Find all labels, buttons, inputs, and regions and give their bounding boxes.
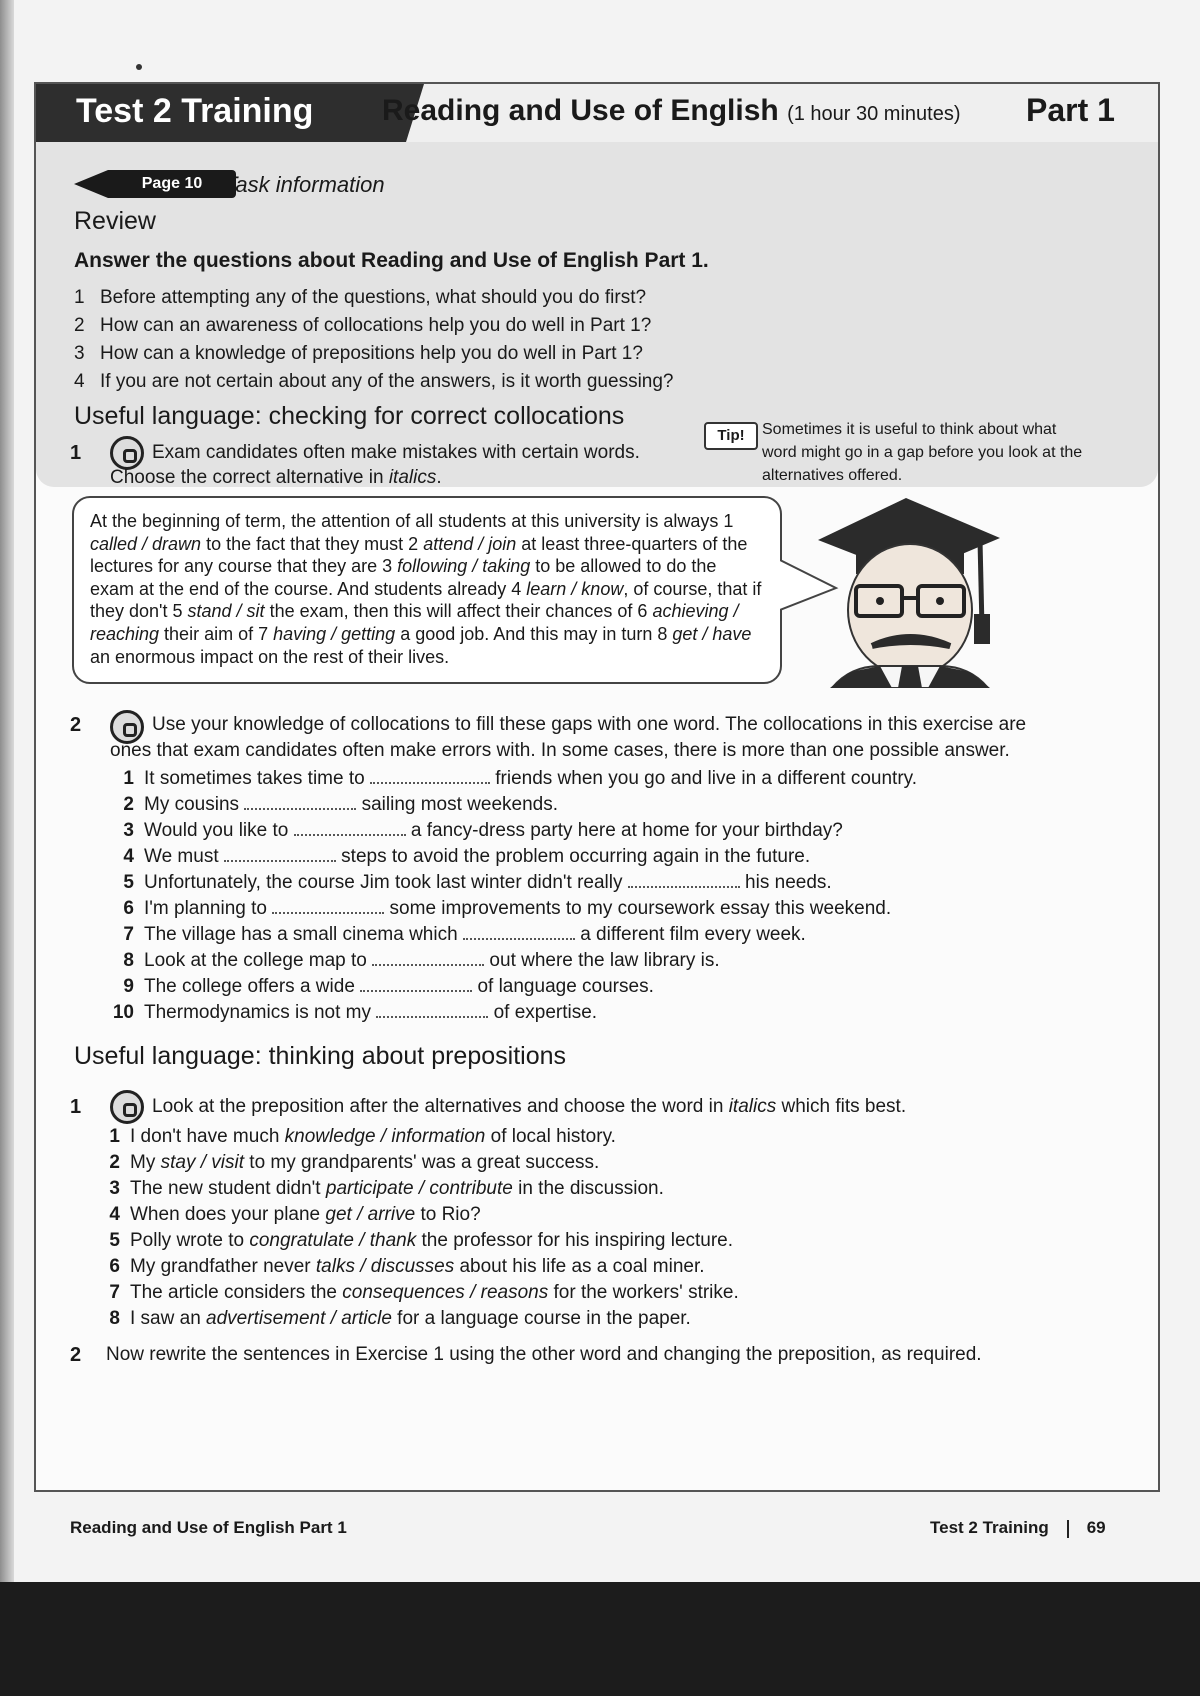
gap-number: 9: [123, 976, 134, 997]
gap-before: Unfortunately, the course Jim took last winter didn't really: [144, 872, 628, 893]
tip-label: Tip!: [704, 422, 758, 450]
passage-text: At the beginning of term, the attention of all students at this university is always: [90, 511, 724, 531]
gap-item: [102, 844, 1102, 870]
question-text: If you are not certain about any of the answers, is it worth guessing?: [100, 371, 674, 392]
tip-text: Sometimes it is useful to think about what word might go in a gap before you look at the alternatives offered.: [762, 421, 1083, 484]
section-name: Reading and Use of English: [382, 94, 779, 127]
gap-after: a different film every week.: [574, 924, 806, 945]
item-before: My grandfather never: [130, 1256, 316, 1277]
passage-alternatives: stand / sit: [187, 601, 265, 622]
item-alternatives: talks / discusses: [315, 1256, 455, 1277]
header-bar: [36, 84, 1158, 142]
gap-item: [102, 1000, 1102, 1026]
passage-text: at least three-quarters of the lectures for any course that they are 3: [90, 533, 748, 577]
gap-before: Would you like to: [144, 820, 294, 841]
gap-number: 7: [123, 924, 134, 945]
gap-blank[interactable]: [628, 872, 740, 888]
item-after: for a language course in the paper.: [391, 1308, 691, 1329]
gap-number: 3: [123, 820, 134, 841]
item-alternatives: advertisement / article: [206, 1308, 392, 1329]
gap-before: Thermodynamics is not my: [144, 1002, 377, 1023]
gap-number: 1: [123, 768, 134, 789]
header-part: Part 1: [1026, 92, 1115, 128]
scan-bottom-band: [0, 1582, 1200, 1696]
item-alternatives: participate / contribute: [325, 1178, 513, 1199]
prep-ex1-post: which fits best.: [776, 1096, 907, 1117]
preposition-item: [106, 1150, 1106, 1176]
gap-blank[interactable]: [372, 950, 484, 966]
footer-left: Reading and Use of English Part 1: [70, 1518, 347, 1537]
gap-after: of expertise.: [488, 1002, 598, 1023]
review-question: [74, 340, 1114, 368]
page-number: 69: [1086, 1518, 1106, 1537]
item-after: of local history.: [485, 1126, 616, 1147]
gap-before: I'm planning to: [144, 898, 273, 919]
collocations-ex1-number: 1: [70, 442, 82, 464]
item-number: 3: [109, 1178, 120, 1199]
passage-alternatives: attend / join: [423, 533, 517, 554]
item-number: 8: [109, 1308, 120, 1329]
gap-blank[interactable]: [376, 1002, 488, 1018]
item-after: the professor for his inspiring lecture.: [416, 1230, 734, 1251]
review-question: [74, 368, 1114, 396]
question-text: How can a knowledge of prepositions help you do well in Part 1?: [100, 343, 643, 364]
preposition-item: [106, 1176, 1106, 1202]
gap-number: 6: [123, 898, 134, 919]
item-before: The article considers the: [130, 1282, 343, 1303]
item-after: to my grandparents' was a great success.: [244, 1152, 600, 1173]
item-before: Polly wrote to: [130, 1230, 250, 1251]
preposition-item: [106, 1124, 1106, 1150]
passage-text: their aim of 7: [159, 623, 274, 644]
audio-disc-icon: [110, 1090, 144, 1124]
review-instruction: Answer the questions about Reading and Use of English Part 1.: [74, 249, 709, 272]
prepositions-ex1-instruction: [152, 1094, 906, 1120]
passage-alternatives: learn / know: [526, 578, 624, 599]
question-number: 1: [74, 287, 85, 308]
footer-section: Test 2 Training: [930, 1518, 1049, 1537]
gap-number: 2: [123, 794, 134, 815]
review-question: [74, 312, 1114, 340]
gap-blank[interactable]: [272, 898, 384, 914]
item-number: 2: [109, 1152, 120, 1173]
gap-after: sailing most weekends.: [356, 794, 559, 815]
collocations-ex1-line1: Exam candidates often make mistakes with certain words.: [152, 442, 640, 463]
passage-alternatives: having / getting: [273, 623, 396, 644]
prepositions-ex1-number: 1: [70, 1096, 82, 1118]
item-before: When does your plane: [130, 1204, 326, 1225]
section-duration: (1 hour 30 minutes): [787, 103, 961, 125]
gap-blank[interactable]: [463, 924, 575, 940]
back-arrow-icon: [74, 170, 108, 198]
prep-ex1-em: italics: [728, 1096, 777, 1117]
item-alternatives: get / arrive: [325, 1204, 416, 1225]
gap-number: 8: [123, 950, 134, 971]
passage-alternatives: achieving / reaching: [90, 601, 739, 644]
gap-after: out where the law library is.: [484, 950, 720, 971]
gap-after: a fancy-dress party here at home for your birthday?: [405, 820, 843, 841]
question-number: 4: [74, 371, 85, 392]
gap-before: We must: [144, 846, 224, 867]
preposition-item: [106, 1228, 1106, 1254]
prepositions-ex2-number: 2: [70, 1344, 82, 1366]
preposition-item: [106, 1306, 1106, 1332]
item-number: 5: [109, 1230, 120, 1251]
scan-dot: [136, 64, 142, 70]
gap-item: [102, 792, 1102, 818]
ex1-line2-pre: Choose the correct alternative in: [110, 467, 389, 488]
gap-fill-list: [102, 766, 1102, 1026]
passage-alternatives: get / have: [672, 623, 752, 644]
gap-blank[interactable]: [244, 794, 356, 810]
gap-item: [102, 948, 1102, 974]
passage-text: to be allowed to do the exam at the end of the course. And students already 4: [90, 556, 717, 599]
collocations-ex2-number: 2: [70, 714, 82, 736]
item-after: to Rio?: [415, 1204, 481, 1225]
item-alternatives: knowledge / information: [284, 1126, 486, 1147]
item-alternatives: congratulate / thank: [249, 1230, 417, 1251]
review-question-list: [74, 284, 1114, 396]
item-after: in the discussion.: [512, 1178, 664, 1199]
gap-item: [102, 818, 1102, 844]
preposition-list: [106, 1124, 1106, 1332]
gap-blank[interactable]: [360, 976, 472, 992]
gap-after: friends when you go and live in a different country.: [489, 768, 918, 789]
item-before: I don't have much: [130, 1126, 285, 1147]
gap-before: My cousins: [144, 794, 245, 815]
question-text: How can an awareness of collocations help you do well in Part 1?: [100, 315, 652, 336]
review-question: [74, 284, 1114, 312]
passage-text: a good job. And this may in turn 8: [395, 623, 673, 644]
gap-item: [102, 766, 1102, 792]
passage-text: the exam, then this will affect their chances of 6: [264, 601, 653, 622]
gap-item: [102, 974, 1102, 1000]
passage-bubble: [72, 496, 782, 684]
collocations-title: Useful language: checking for correct collocations: [74, 402, 625, 430]
header-training-title: Test 2 Training: [76, 92, 314, 130]
preposition-item: [106, 1202, 1106, 1228]
gap-item: [102, 896, 1102, 922]
gap-after: of language courses.: [472, 976, 654, 997]
passage-text: , of course, that if they don't 5: [90, 578, 762, 622]
gap-before: The village has a small cinema which: [144, 924, 463, 945]
passage-alternatives: called / drawn: [90, 533, 202, 554]
item-alternatives: consequences / reasons: [342, 1282, 549, 1303]
gap-after: some improvements to my coursework essay this weekend.: [384, 898, 892, 919]
item-alternatives: stay / visit: [160, 1152, 245, 1173]
question-text: Before attempting any of the questions, what should you do first?: [100, 287, 647, 308]
gap-item: [102, 870, 1102, 896]
passage-text: an enormous impact on the rest of their lives.: [90, 646, 450, 667]
preposition-item: [106, 1254, 1106, 1280]
question-number: 2: [74, 315, 85, 336]
item-after: for the workers' strike.: [548, 1282, 739, 1303]
ex1-line2-em: italics: [388, 467, 437, 488]
passage-text: 1: [723, 511, 734, 531]
gap-blank[interactable]: [370, 768, 490, 784]
review-title: Review: [74, 207, 156, 235]
item-before: The new student didn't: [130, 1178, 326, 1199]
gap-blank[interactable]: [294, 820, 406, 836]
collocations-ex2-line1: Use your knowledge of collocations to fill these gaps with one word. The collocations in this exercise are: [152, 714, 1027, 735]
item-before: My: [130, 1152, 161, 1173]
passage-alternatives: following / taking: [397, 556, 531, 577]
item-after: about his life as a coal miner.: [454, 1256, 705, 1277]
collocations-ex2-line2: ones that exam candidates often make errors with. In some cases, there is more than one possible answer.: [110, 740, 1010, 761]
gap-after: his needs.: [739, 872, 832, 893]
gap-before: The college offers a wide: [144, 976, 361, 997]
gap-number: 10: [112, 1002, 134, 1023]
page-badge-label: Page 10: [108, 170, 236, 198]
task-info: Task information: [224, 172, 385, 197]
prepositions-title: Useful language: thinking about prepositions: [74, 1042, 567, 1070]
prep-ex1-pre: Look at the preposition after the alternatives and choose the word in: [152, 1096, 729, 1117]
scan-edge: [0, 0, 14, 1696]
prepositions-ex2-instruction: Now rewrite the sentences in Exercise 1 using the other word and changing the preposition, as required.: [106, 1344, 982, 1365]
header-section-title: [382, 94, 960, 128]
item-number: 6: [109, 1256, 120, 1277]
item-number: 4: [109, 1204, 120, 1225]
ex1-line2-post: .: [436, 467, 442, 488]
gap-number: 4: [123, 846, 134, 867]
gap-number: 5: [123, 872, 134, 893]
item-before: I saw an: [130, 1308, 207, 1329]
item-number: 7: [109, 1282, 120, 1303]
passage-text: to the fact that they must 2: [201, 533, 424, 554]
question-number: 3: [74, 343, 85, 364]
professor-illustration: [810, 488, 1020, 688]
gap-before: Look at the college map to: [144, 950, 373, 971]
gap-blank[interactable]: [224, 846, 336, 862]
page: [34, 82, 1160, 1492]
gap-after: steps to avoid the problem occurring again in the future.: [335, 846, 811, 867]
gap-item: [102, 922, 1102, 948]
item-number: 1: [109, 1126, 120, 1147]
footer-divider: [1067, 1520, 1069, 1538]
gap-before: It sometimes takes time to: [144, 768, 370, 789]
footer-right: [930, 1518, 1106, 1538]
collocations-ex1-line2: [110, 465, 442, 491]
preposition-item: [106, 1280, 1106, 1306]
